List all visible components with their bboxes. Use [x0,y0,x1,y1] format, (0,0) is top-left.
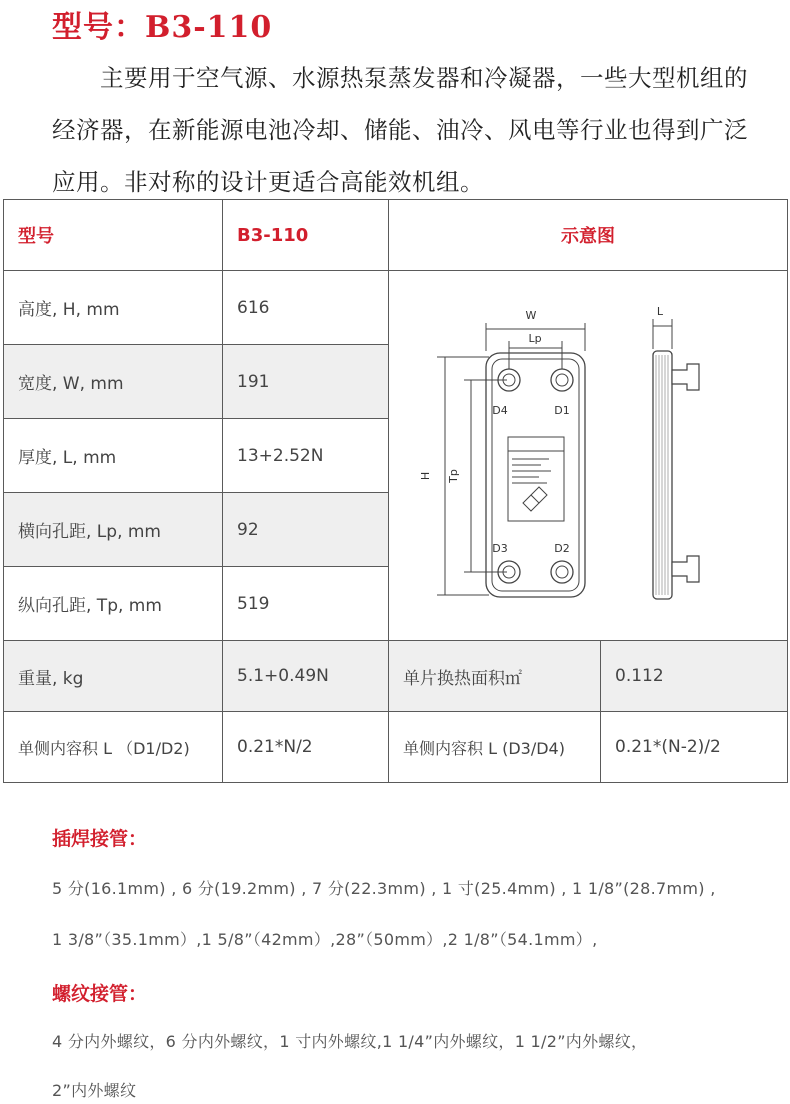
intro-paragraph: 主要用于空气源、水源热泵蒸发器和冷凝器，一些大型机组的经济器，在新能源电池冷却、储能、油冷、风电等行业也得到广泛应用。非对称的设计更适合高能效机组。 [52,64,748,196]
row-label: 纵向孔距, Tp, mm [4,567,223,641]
volume-d1d2-label: 单侧内容积 L （D1/D2) [4,712,223,783]
dim-h-label: H [419,471,432,481]
thread-section-title: 螺纹接管： [52,983,148,1005]
area-value: 0.112 [601,641,788,712]
row-value: 519 [223,567,389,641]
port-d3-label: D3 [492,542,508,555]
row-value: 13+2.52N [223,419,389,493]
dim-tp-label: Tp [447,469,460,483]
header-model: 型号 [4,200,223,271]
row-label: 横向孔距, Lp, mm [4,493,223,567]
thread-line-1: 4 分内外螺纹，6 分内外螺纹，1 寸内外螺纹,1 1/4”内外螺纹，1 1/2”内外螺纹， [52,1032,648,1051]
weight-value: 5.1+0.49N [223,641,389,712]
spec-table [3,199,788,783]
table-row [4,271,788,345]
weld-line-1: 5 分(16.1mm) , 6 分(19.2mm) , 7 分(22.3mm) , 1 寸(25.4mm) , 1 1/8”(28.7mm) , [52,879,716,898]
dim-lp-label: Lp [528,332,542,345]
page-title: 型号：B3-110 [52,10,273,45]
row-label: 宽度, W, mm [4,345,223,419]
dim-l-label: L [656,305,664,318]
schematic-diagram [389,271,788,635]
port-d4-label: D4 [492,404,508,417]
volume-d3d4-label: 单侧内容积 L (D3/D4) [389,712,601,783]
row-value: 191 [223,345,389,419]
row-value: 616 [223,271,389,345]
weight-label: 重量, kg [4,641,223,712]
header-model-value: B3-110 [223,200,389,271]
thread-line-2: 2”内外螺纹 [52,1081,137,1100]
table-row-volume [4,712,788,783]
table-row-weight [4,641,788,712]
port-d2-label: D2 [554,542,570,555]
dim-w-label: W [525,309,537,322]
port-d1-label: D1 [554,404,570,417]
volume-d1d2-value: 0.21*N/2 [223,712,389,783]
weld-line-2: 1 3/8”（35.1mm）,1 5/8”（42mm）,28”（50mm）,2 1/8”（54.1mm）, [52,930,598,949]
row-value: 92 [223,493,389,567]
volume-d3d4-value: 0.21*(N-2)/2 [601,712,788,783]
row-label: 高度, H, mm [4,271,223,345]
schematic-cell [389,271,788,641]
row-label: 厚度, L, mm [4,419,223,493]
weld-section-title: 插焊接管： [52,828,148,850]
table-header-row [4,200,788,271]
area-label: 单片换热面积㎡ [389,641,601,712]
header-diagram: 示意图 [389,200,788,271]
